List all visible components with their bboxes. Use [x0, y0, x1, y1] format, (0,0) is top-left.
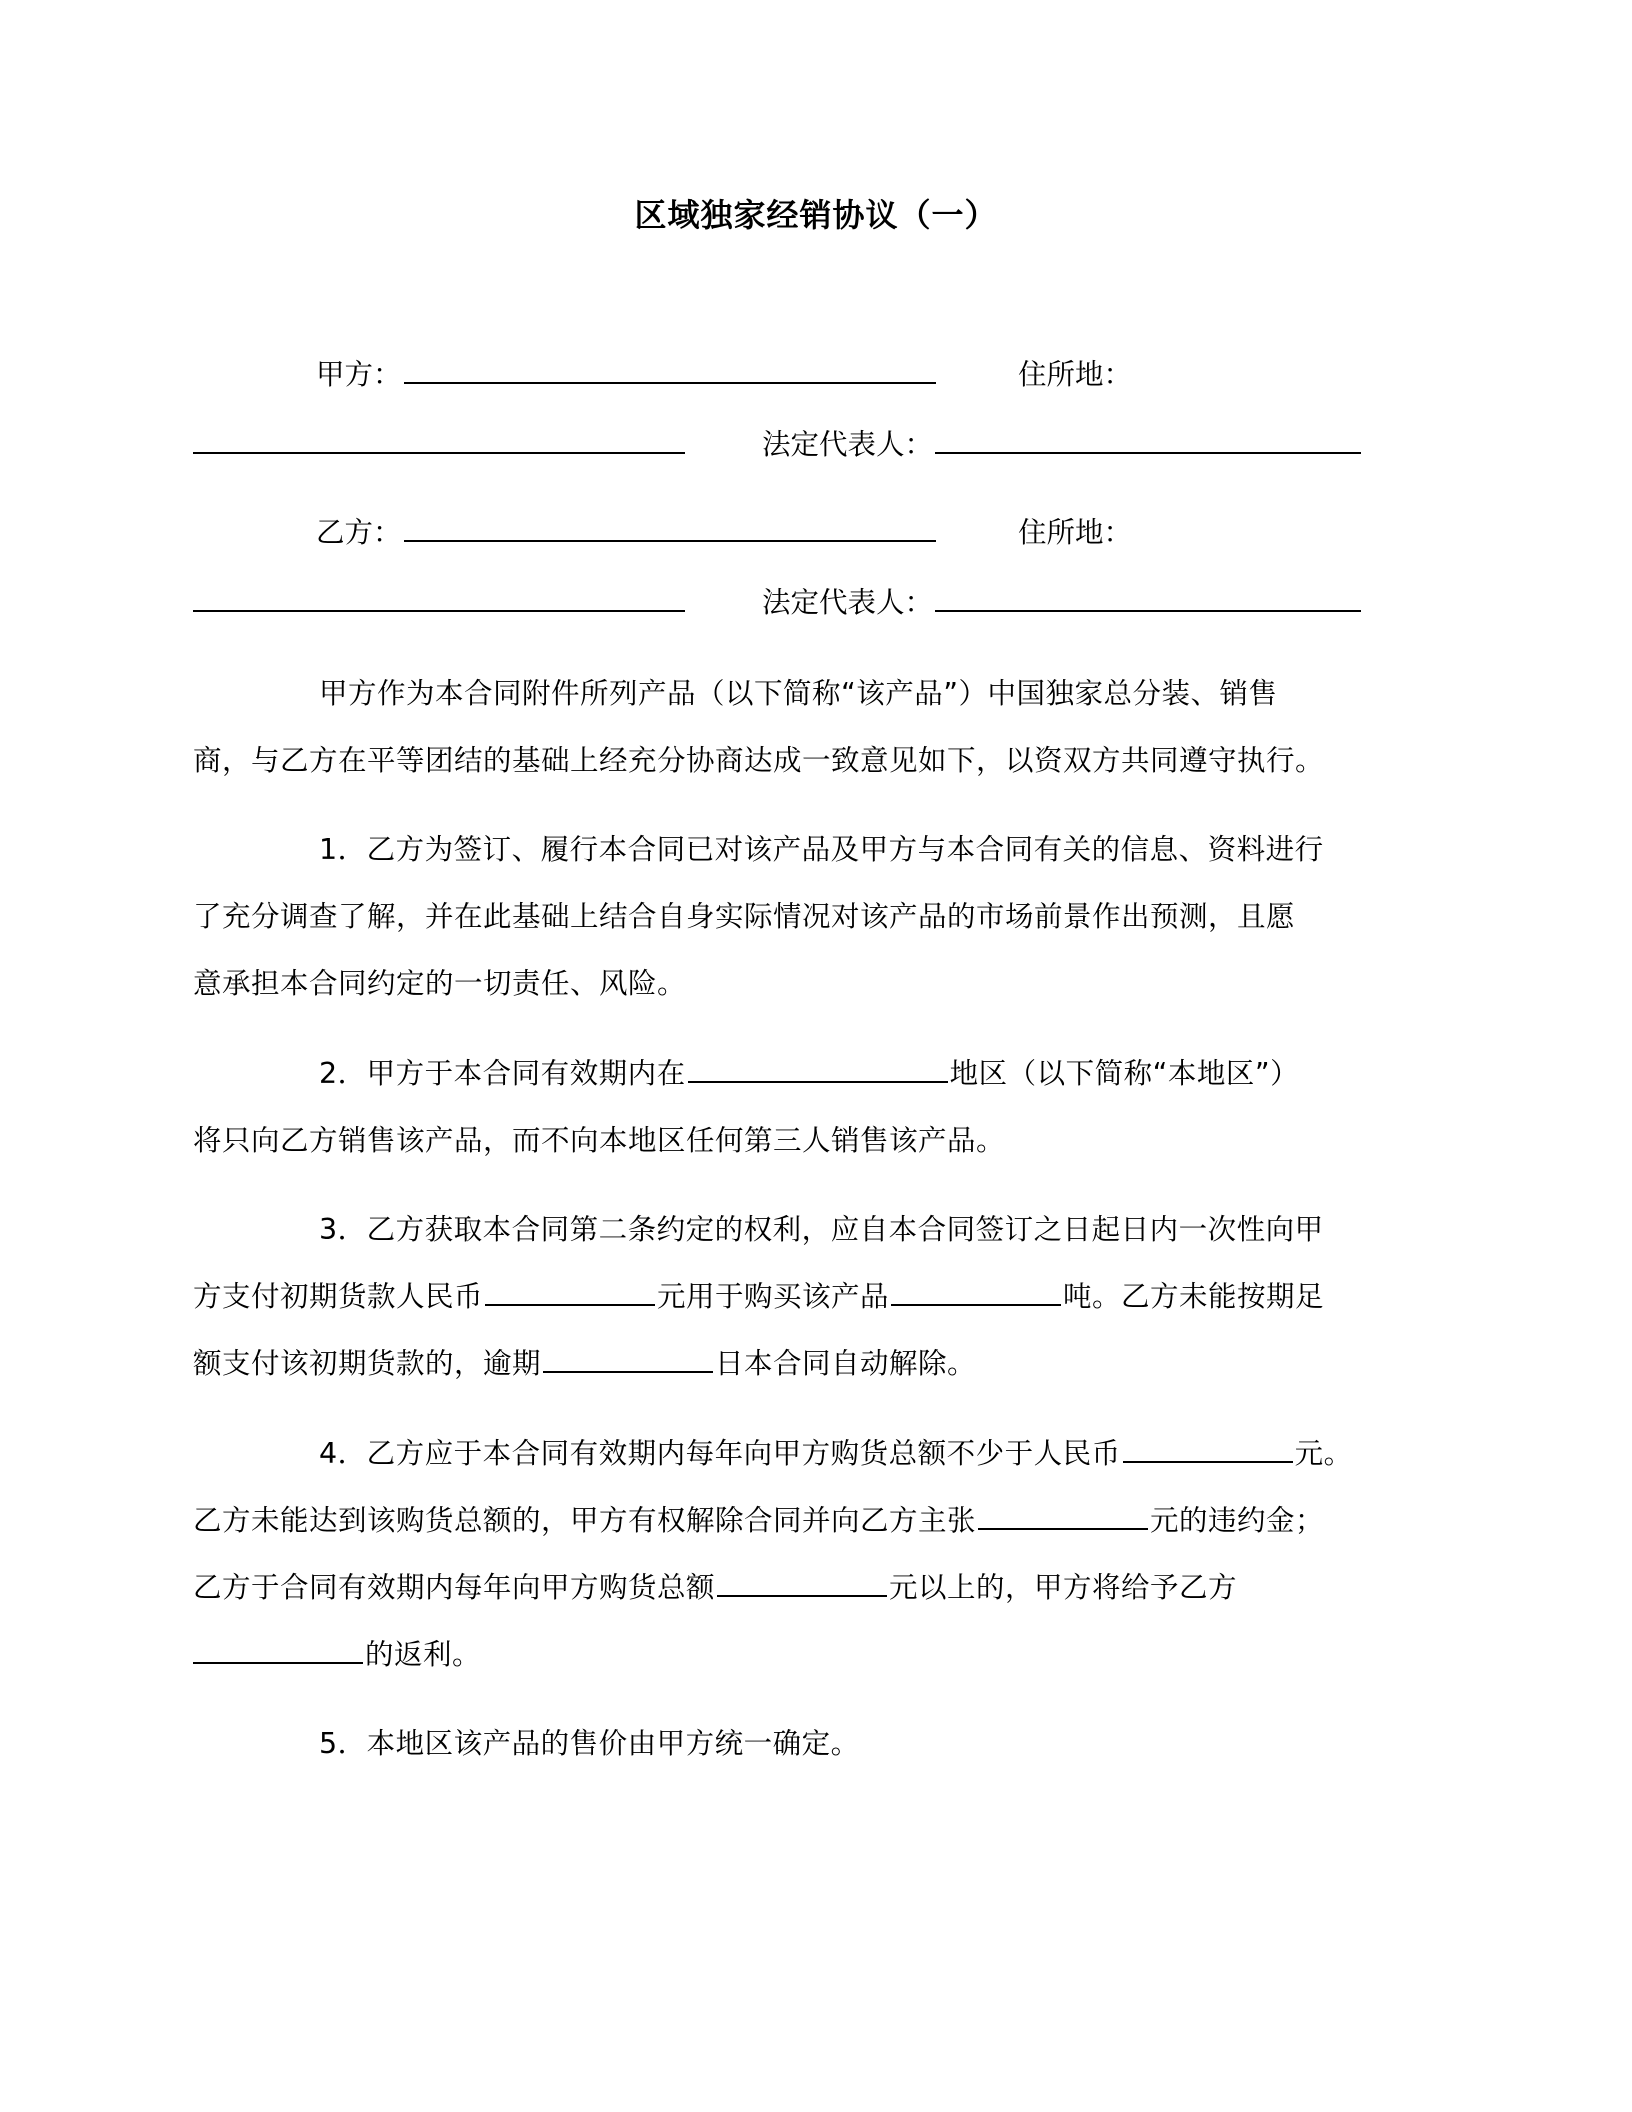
clause-1-line-3: 意承担本合同约定的一切责任、风险。	[193, 967, 687, 1000]
party-a-label: 甲方：	[316, 358, 402, 391]
clause-4-line-3	[193, 1554, 1433, 1621]
document-title: 区域独家经销协议（一）	[634, 196, 998, 234]
clause-2-text-a: 2．甲方于本合同有效期内在	[319, 1057, 686, 1090]
clause-3-text-b: 元用于购买该产品	[657, 1280, 890, 1313]
clause-3	[193, 1196, 1433, 1397]
party-b-name-field[interactable]	[404, 514, 936, 542]
party-b-rep-line	[762, 583, 1363, 623]
clause-4	[193, 1420, 1433, 1688]
penalty-field[interactable]	[978, 1502, 1148, 1530]
party-a-address-label: 住所地：	[1018, 358, 1133, 391]
clause-1-line-2: 了充分调查了解，并在此基础上结合自身实际情况对该产品的市场前景作出预测，且愿	[193, 900, 1296, 933]
party-a-rep-label: 法定代表人：	[762, 428, 934, 461]
party-b-line	[316, 513, 938, 553]
party-b-address-field[interactable]	[193, 584, 685, 612]
region-field[interactable]	[688, 1055, 948, 1083]
party-a-name-field[interactable]	[404, 356, 936, 384]
party-a-address-field[interactable]	[193, 426, 685, 454]
clause-4-text-c: 乙方未能达到该购货总额的，甲方有权解除合同并向乙方主张	[193, 1504, 977, 1537]
preamble-line-1: 甲方作为本合同附件所列产品（以下简称“该产品”）中国独家总分装、销售	[319, 677, 1278, 710]
party-a-rep-field[interactable]	[935, 426, 1361, 454]
clause-2-line-1	[193, 1040, 1433, 1107]
clause-5	[193, 1710, 1433, 1777]
preamble-line-2: 商，与乙方在平等团结的基础上经充分协商达成一致意见如下，以资双方共同遵守执行。	[193, 744, 1325, 777]
preamble-paragraph	[193, 660, 1433, 794]
party-b-address-line	[193, 583, 687, 623]
party-a-line	[316, 355, 938, 395]
overdue-days-field[interactable]	[543, 1345, 713, 1373]
party-a-address-line	[193, 425, 687, 465]
clause-3-text-a: 方支付初期货款人民币	[193, 1280, 484, 1313]
clause-3-text-e: 日本合同自动解除。	[715, 1347, 977, 1380]
clause-4-text-b: 元。	[1294, 1437, 1353, 1470]
clause-4-line-1	[193, 1420, 1433, 1487]
party-b-rep-label: 法定代表人：	[762, 586, 934, 619]
clause-3-line-1: 3．乙方获取本合同第二条约定的权利，应自本合同签订之日起日内一次性向甲	[319, 1213, 1324, 1246]
clause-4-text-a: 4．乙方应于本合同有效期内每年向甲方购货总额不少于人民币	[319, 1437, 1121, 1470]
clause-2	[193, 1040, 1433, 1174]
rebate-field[interactable]	[193, 1636, 363, 1664]
party-a-rep-line	[762, 425, 1363, 465]
party-b-address-label: 住所地：	[1018, 516, 1133, 549]
clause-4-text-f: 元以上的，甲方将给予乙方	[889, 1571, 1238, 1604]
clause-3-line-3	[193, 1330, 1433, 1397]
clause-4-text-g: 的返利。	[365, 1638, 482, 1671]
clause-5-line-1: 5．本地区该产品的售价由甲方统一确定。	[319, 1727, 860, 1760]
min-purchase-field[interactable]	[1123, 1435, 1293, 1463]
initial-payment-field[interactable]	[485, 1278, 655, 1306]
clause-4-line-4	[193, 1621, 1433, 1688]
clause-4-text-d: 元的违约金；	[1150, 1504, 1325, 1537]
party-b-rep-field[interactable]	[935, 584, 1361, 612]
clause-2-line-2: 将只向乙方销售该产品，而不向本地区任何第三人销售该产品。	[193, 1124, 1006, 1157]
rebate-threshold-field[interactable]	[717, 1569, 887, 1597]
clause-3-text-c: 吨。乙方未能按期足	[1063, 1280, 1325, 1313]
clause-4-text-e: 乙方于合同有效期内每年向甲方购货总额	[193, 1571, 716, 1604]
tonnage-field[interactable]	[891, 1278, 1061, 1306]
clause-2-text-b: 地区（以下简称“本地区”）	[949, 1057, 1300, 1090]
clause-3-text-d: 额支付该初期货款的，逾期	[193, 1347, 542, 1380]
party-b-label: 乙方：	[316, 516, 402, 549]
clause-3-line-2	[193, 1263, 1433, 1330]
clause-1	[193, 816, 1433, 1017]
clause-4-line-2	[193, 1487, 1433, 1554]
clause-1-line-1: 1．乙方为签订、履行本合同已对该产品及甲方与本合同有关的信息、资料进行	[319, 833, 1324, 866]
